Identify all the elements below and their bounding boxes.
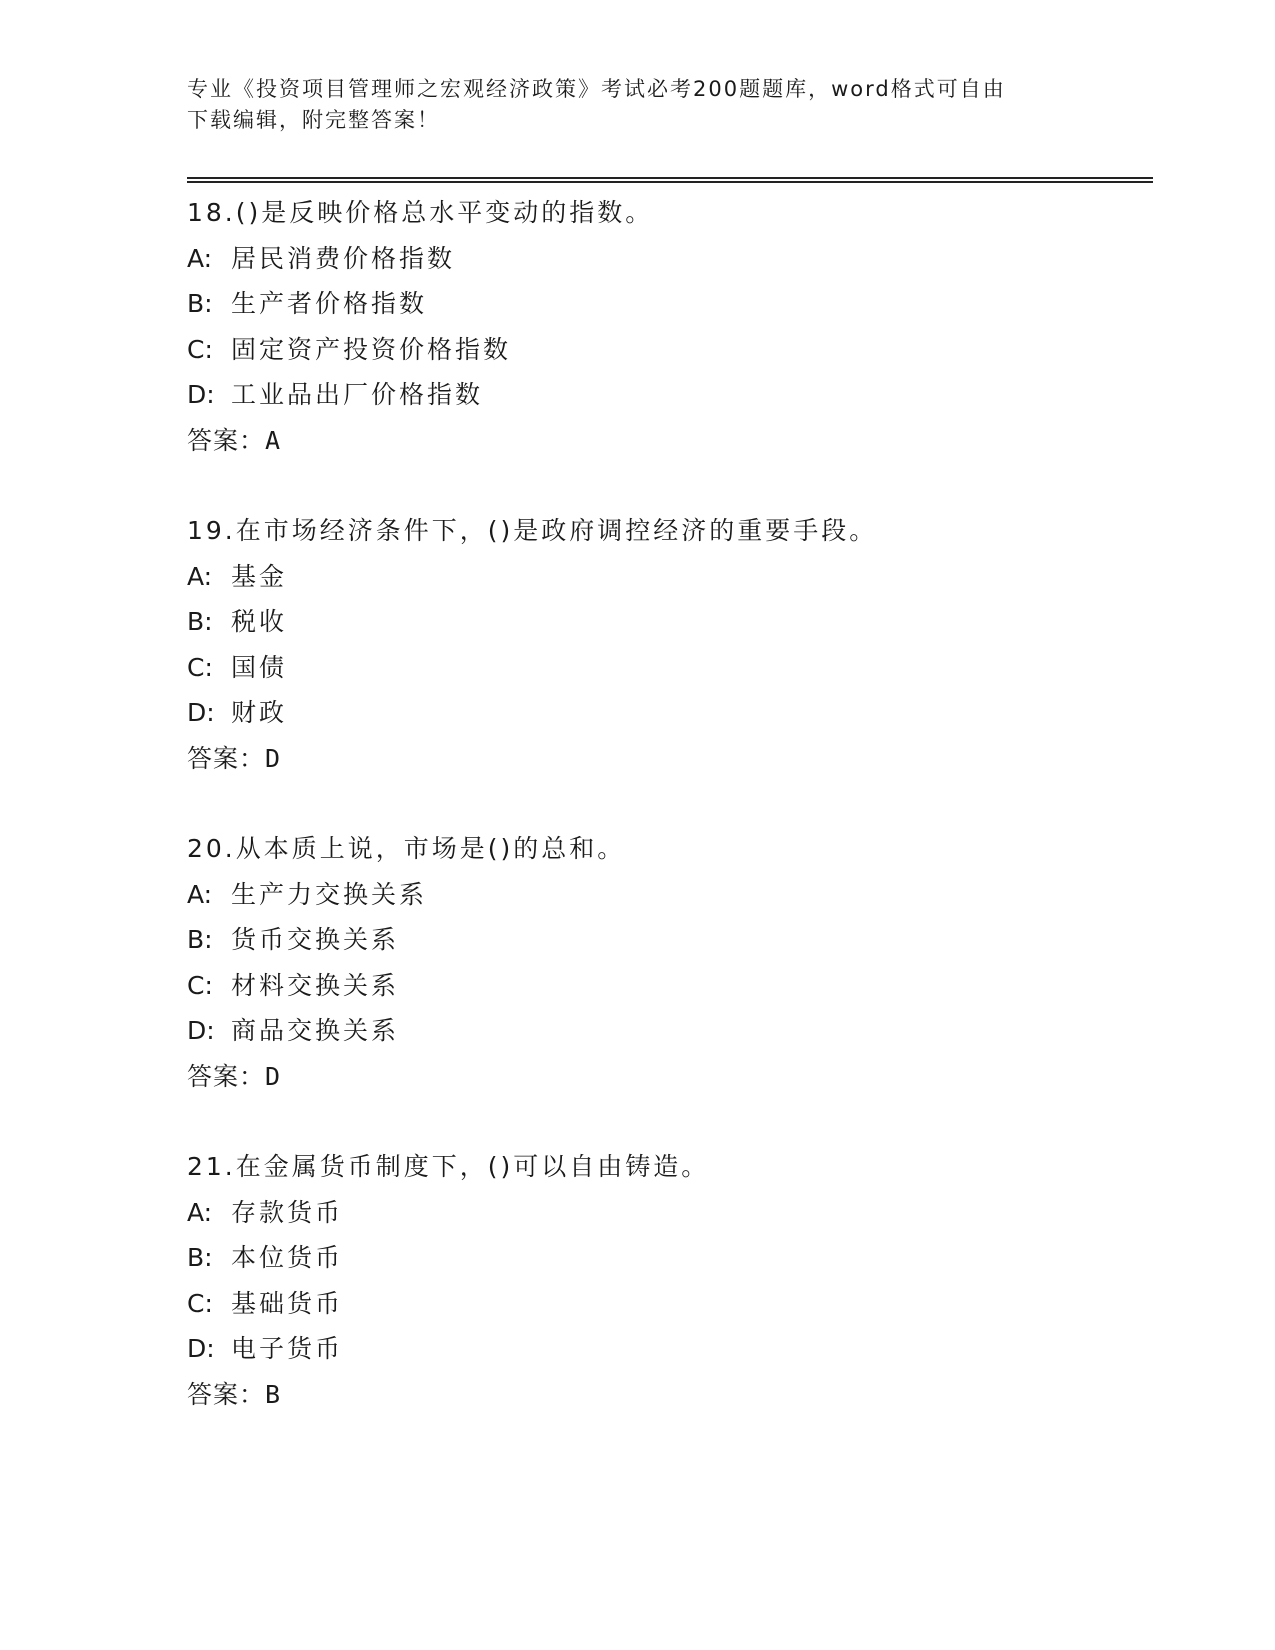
option-d <box>187 1326 1137 1372</box>
option-text: 本位货币 <box>231 1243 344 1272</box>
option-letter: C: <box>187 970 213 1000</box>
question-18 <box>187 190 1137 463</box>
option-d <box>187 1008 1137 1054</box>
answer-value: B <box>265 1379 281 1409</box>
header-line-2: 下载编辑，附完整答案！ <box>187 108 440 132</box>
header-divider-bottom <box>187 181 1153 183</box>
answer-label: 答案： <box>187 425 266 455</box>
option-a <box>187 236 1137 282</box>
answer-line <box>187 1054 1137 1100</box>
answer-line <box>187 418 1137 464</box>
option-b <box>187 599 1137 645</box>
option-text: 国债 <box>231 652 288 682</box>
option-letter: A: <box>187 243 213 273</box>
question-19 <box>187 508 1137 781</box>
option-c <box>187 327 1137 373</box>
option-letter: D: <box>187 1016 215 1045</box>
option-b <box>187 281 1137 327</box>
header-line-1: 专业《投资项目管理师之宏观经济政策》考试必考200题题库，word格式可自由 <box>187 77 1006 101</box>
option-text: 电子货币 <box>231 1334 344 1363</box>
option-text: 商品交换关系 <box>231 1016 400 1045</box>
option-text: 基金 <box>231 561 288 591</box>
option-b <box>187 917 1137 963</box>
question-stem: 21.在金属货币制度下，()可以自由铸造。 <box>187 1152 710 1181</box>
option-letter: B: <box>187 1243 213 1272</box>
option-text: 基础货币 <box>231 1288 344 1318</box>
answer-value: A <box>265 425 281 455</box>
question-stem: 18.()是反映价格总水平变动的指数。 <box>187 198 654 227</box>
option-letter: D: <box>187 380 215 409</box>
option-letter: A: <box>187 561 213 591</box>
question-20 <box>187 826 1137 1099</box>
question-21 <box>187 1144 1137 1417</box>
answer-label: 答案： <box>187 1061 266 1091</box>
option-letter: B: <box>187 607 213 636</box>
option-text: 财政 <box>231 698 288 727</box>
option-c <box>187 1281 1137 1327</box>
option-letter: D: <box>187 698 215 727</box>
option-text: 生产力交换关系 <box>231 879 428 909</box>
answer-line <box>187 1372 1137 1418</box>
document-header <box>187 74 1067 136</box>
option-text: 材料交换关系 <box>231 970 400 1000</box>
option-c <box>187 963 1137 1009</box>
answer-label: 答案： <box>187 1379 266 1409</box>
option-text: 生产者价格指数 <box>231 289 428 318</box>
option-text: 货币交换关系 <box>231 925 400 954</box>
answer-value: D <box>265 743 281 773</box>
option-d <box>187 690 1137 736</box>
option-text: 居民消费价格指数 <box>231 243 456 273</box>
option-a <box>187 554 1137 600</box>
answer-label: 答案： <box>187 743 266 773</box>
option-letter: A: <box>187 879 213 909</box>
option-letter: C: <box>187 652 213 682</box>
question-stem: 20.从本质上说，市场是()的总和。 <box>187 834 626 863</box>
option-letter: D: <box>187 1334 215 1363</box>
header-divider-top <box>187 177 1153 179</box>
question-stem: 19.在市场经济条件下，()是政府调控经济的重要手段。 <box>187 516 878 545</box>
option-letter: A: <box>187 1197 213 1227</box>
option-a <box>187 1190 1137 1236</box>
option-letter: C: <box>187 1288 213 1318</box>
option-b <box>187 1235 1137 1281</box>
option-c <box>187 645 1137 691</box>
option-a <box>187 872 1137 918</box>
answer-line <box>187 736 1137 782</box>
option-letter: C: <box>187 334 213 364</box>
option-letter: B: <box>187 925 213 954</box>
option-text: 工业品出厂价格指数 <box>231 380 484 409</box>
option-letter: B: <box>187 289 213 318</box>
option-text: 存款货币 <box>231 1197 344 1227</box>
option-text: 固定资产投资价格指数 <box>231 334 512 364</box>
option-d <box>187 372 1137 418</box>
option-text: 税收 <box>231 607 288 636</box>
answer-value: D <box>265 1061 281 1091</box>
